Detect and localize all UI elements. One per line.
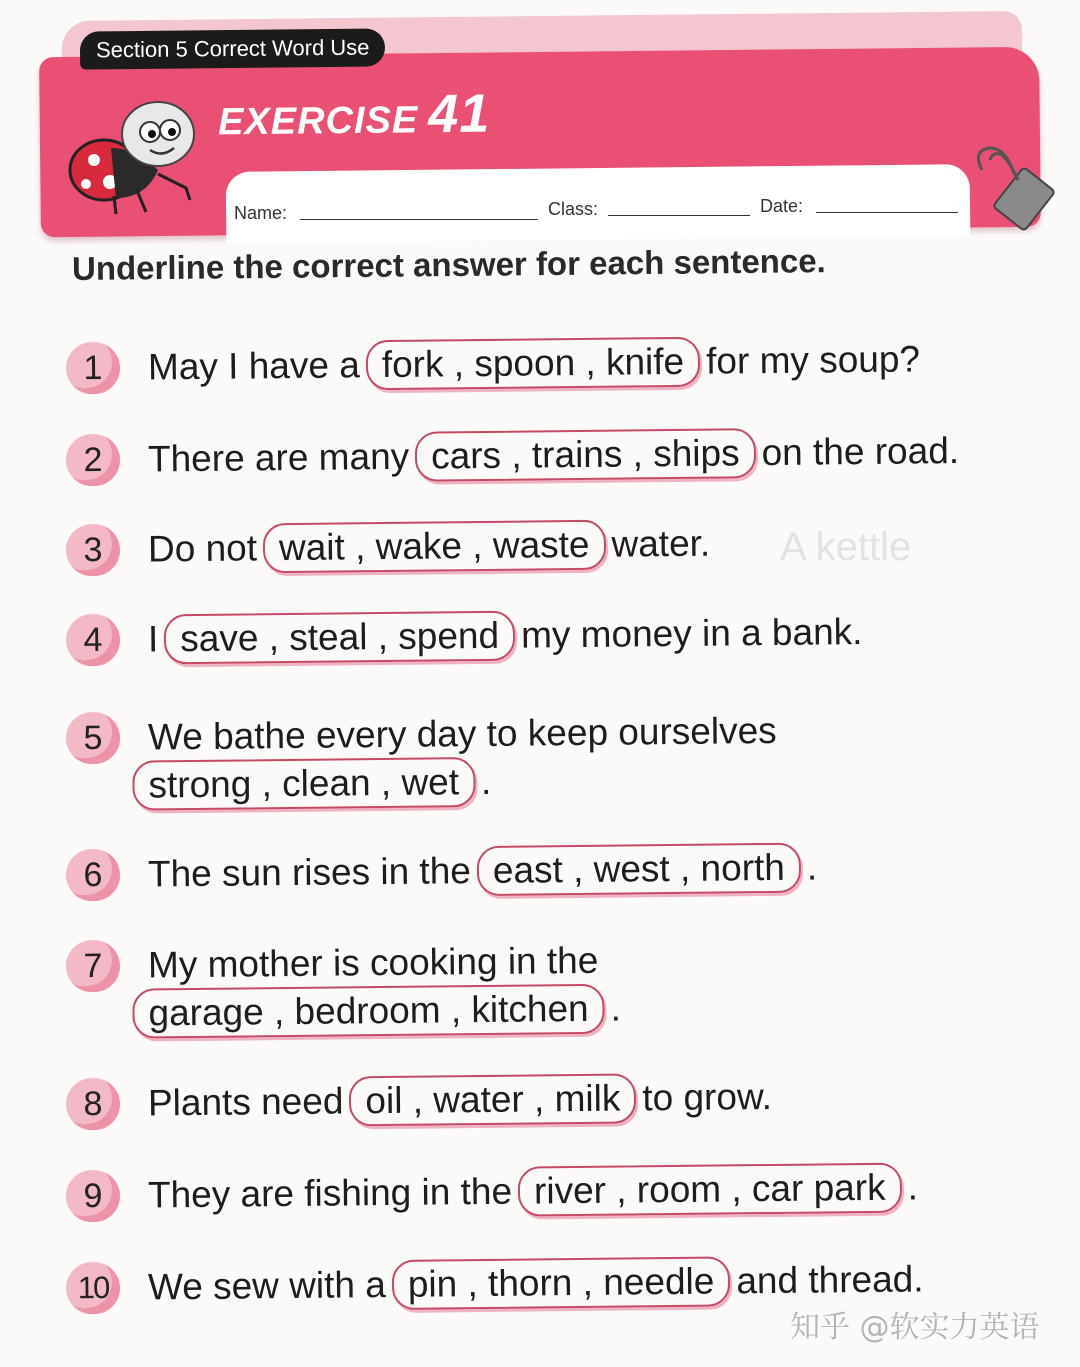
sentence-end: on the road. — [761, 430, 960, 474]
answer-choices[interactable]: fork , spoon , knife — [366, 337, 701, 390]
date-field[interactable] — [816, 212, 958, 213]
question-number-badge: 6 — [66, 849, 121, 902]
question-line — [148, 1161, 918, 1221]
answer-choices[interactable]: garage , bedroom , kitchen — [132, 984, 605, 1039]
question-number-badge: 7 — [66, 940, 121, 993]
question-line — [148, 841, 818, 900]
sentence-start: May I have a — [147, 344, 361, 388]
answer-choices[interactable]: oil , water , milk — [349, 1073, 636, 1126]
question-line — [148, 1071, 772, 1130]
answer-choices[interactable]: east , west , north — [477, 843, 802, 896]
question-line — [148, 518, 711, 576]
exercise-number: 41 — [427, 83, 491, 145]
sentence-start: My mother is cooking in the — [147, 939, 599, 986]
question-number-badge: 4 — [66, 614, 121, 667]
sentence-end: to grow. — [642, 1075, 773, 1119]
ladybug-mascot-icon — [66, 88, 206, 218]
sentence-start: There are many — [147, 435, 410, 480]
sentence-start: We sew with a — [147, 1264, 387, 1308]
paper-clip-icon — [962, 140, 1062, 240]
question-number-badge: 8 — [66, 1078, 121, 1131]
question-item-1 — [0, 328, 1080, 399]
question-number-badge: 10 — [66, 1262, 121, 1315]
question-item-7 — [0, 926, 1080, 1049]
question-number-badge: 9 — [66, 1170, 121, 1223]
sentence-end: for my soup? — [705, 338, 921, 382]
sentence-end: and thread. — [736, 1258, 924, 1302]
question-item-9 — [0, 1156, 1080, 1227]
class-label: Class: — [548, 199, 599, 219]
instruction-heading: Underline the correct answer for each sentence. — [71, 242, 826, 287]
question-item-5 — [0, 698, 1080, 821]
answer-choices[interactable]: save , steal , spend — [164, 611, 515, 665]
sentence-end: . — [610, 987, 622, 1029]
sentence-start: Plants need — [147, 1080, 344, 1124]
question-number-badge: 1 — [66, 342, 121, 395]
answer-choices[interactable]: pin , thorn , needle — [392, 1256, 731, 1310]
question-line — [148, 425, 960, 485]
sentence-start: They are fishing in the — [147, 1170, 513, 1216]
question-number-badge: 2 — [66, 434, 121, 487]
question-item-6 — [0, 835, 1080, 906]
answer-choices[interactable]: cars , trains , ships — [415, 428, 756, 482]
sentence-end: water. — [611, 522, 711, 565]
name-label: Name: — [234, 203, 288, 223]
watermark: 知乎 @软实力英语 — [790, 1310, 1040, 1345]
ghost-text: A kettle — [780, 525, 912, 569]
question-line — [148, 333, 921, 393]
question-line — [148, 705, 777, 764]
question-item-8 — [0, 1064, 1080, 1135]
question-line-2 — [132, 756, 491, 812]
question-item-2 — [0, 420, 1080, 491]
question-number-badge: 3 — [66, 524, 121, 577]
question-number-badge: 5 — [66, 712, 121, 765]
sentence-start: I — [147, 618, 159, 660]
answer-choices[interactable]: strong , clean , wet — [132, 757, 475, 811]
exercise-word: EXERCISE — [217, 99, 419, 144]
section-label: Section 5 Correct Word Use — [80, 28, 386, 69]
class-field[interactable] — [608, 215, 750, 216]
sentence-start: Do not — [147, 527, 258, 570]
sentence-end: . — [907, 1166, 919, 1208]
sentence-end: my money in a bank. — [520, 611, 863, 656]
sentence-start: We bathe every day to keep ourselves — [147, 709, 777, 758]
name-field[interactable] — [300, 219, 538, 220]
question-item-3 — [0, 510, 1080, 581]
date-label: Date: — [760, 196, 804, 216]
question-item-4 — [0, 600, 1080, 671]
question-line — [148, 606, 863, 665]
exercise-title — [218, 83, 491, 148]
sentence-start: The sun rises in the — [147, 850, 472, 895]
sentence-end: . — [806, 846, 818, 888]
sentence-end: . — [480, 760, 492, 803]
answer-choices[interactable]: river , room , car park — [518, 1163, 902, 1217]
question-line-2 — [132, 983, 621, 1040]
answer-choices[interactable]: wait , wake , waste — [263, 520, 606, 574]
